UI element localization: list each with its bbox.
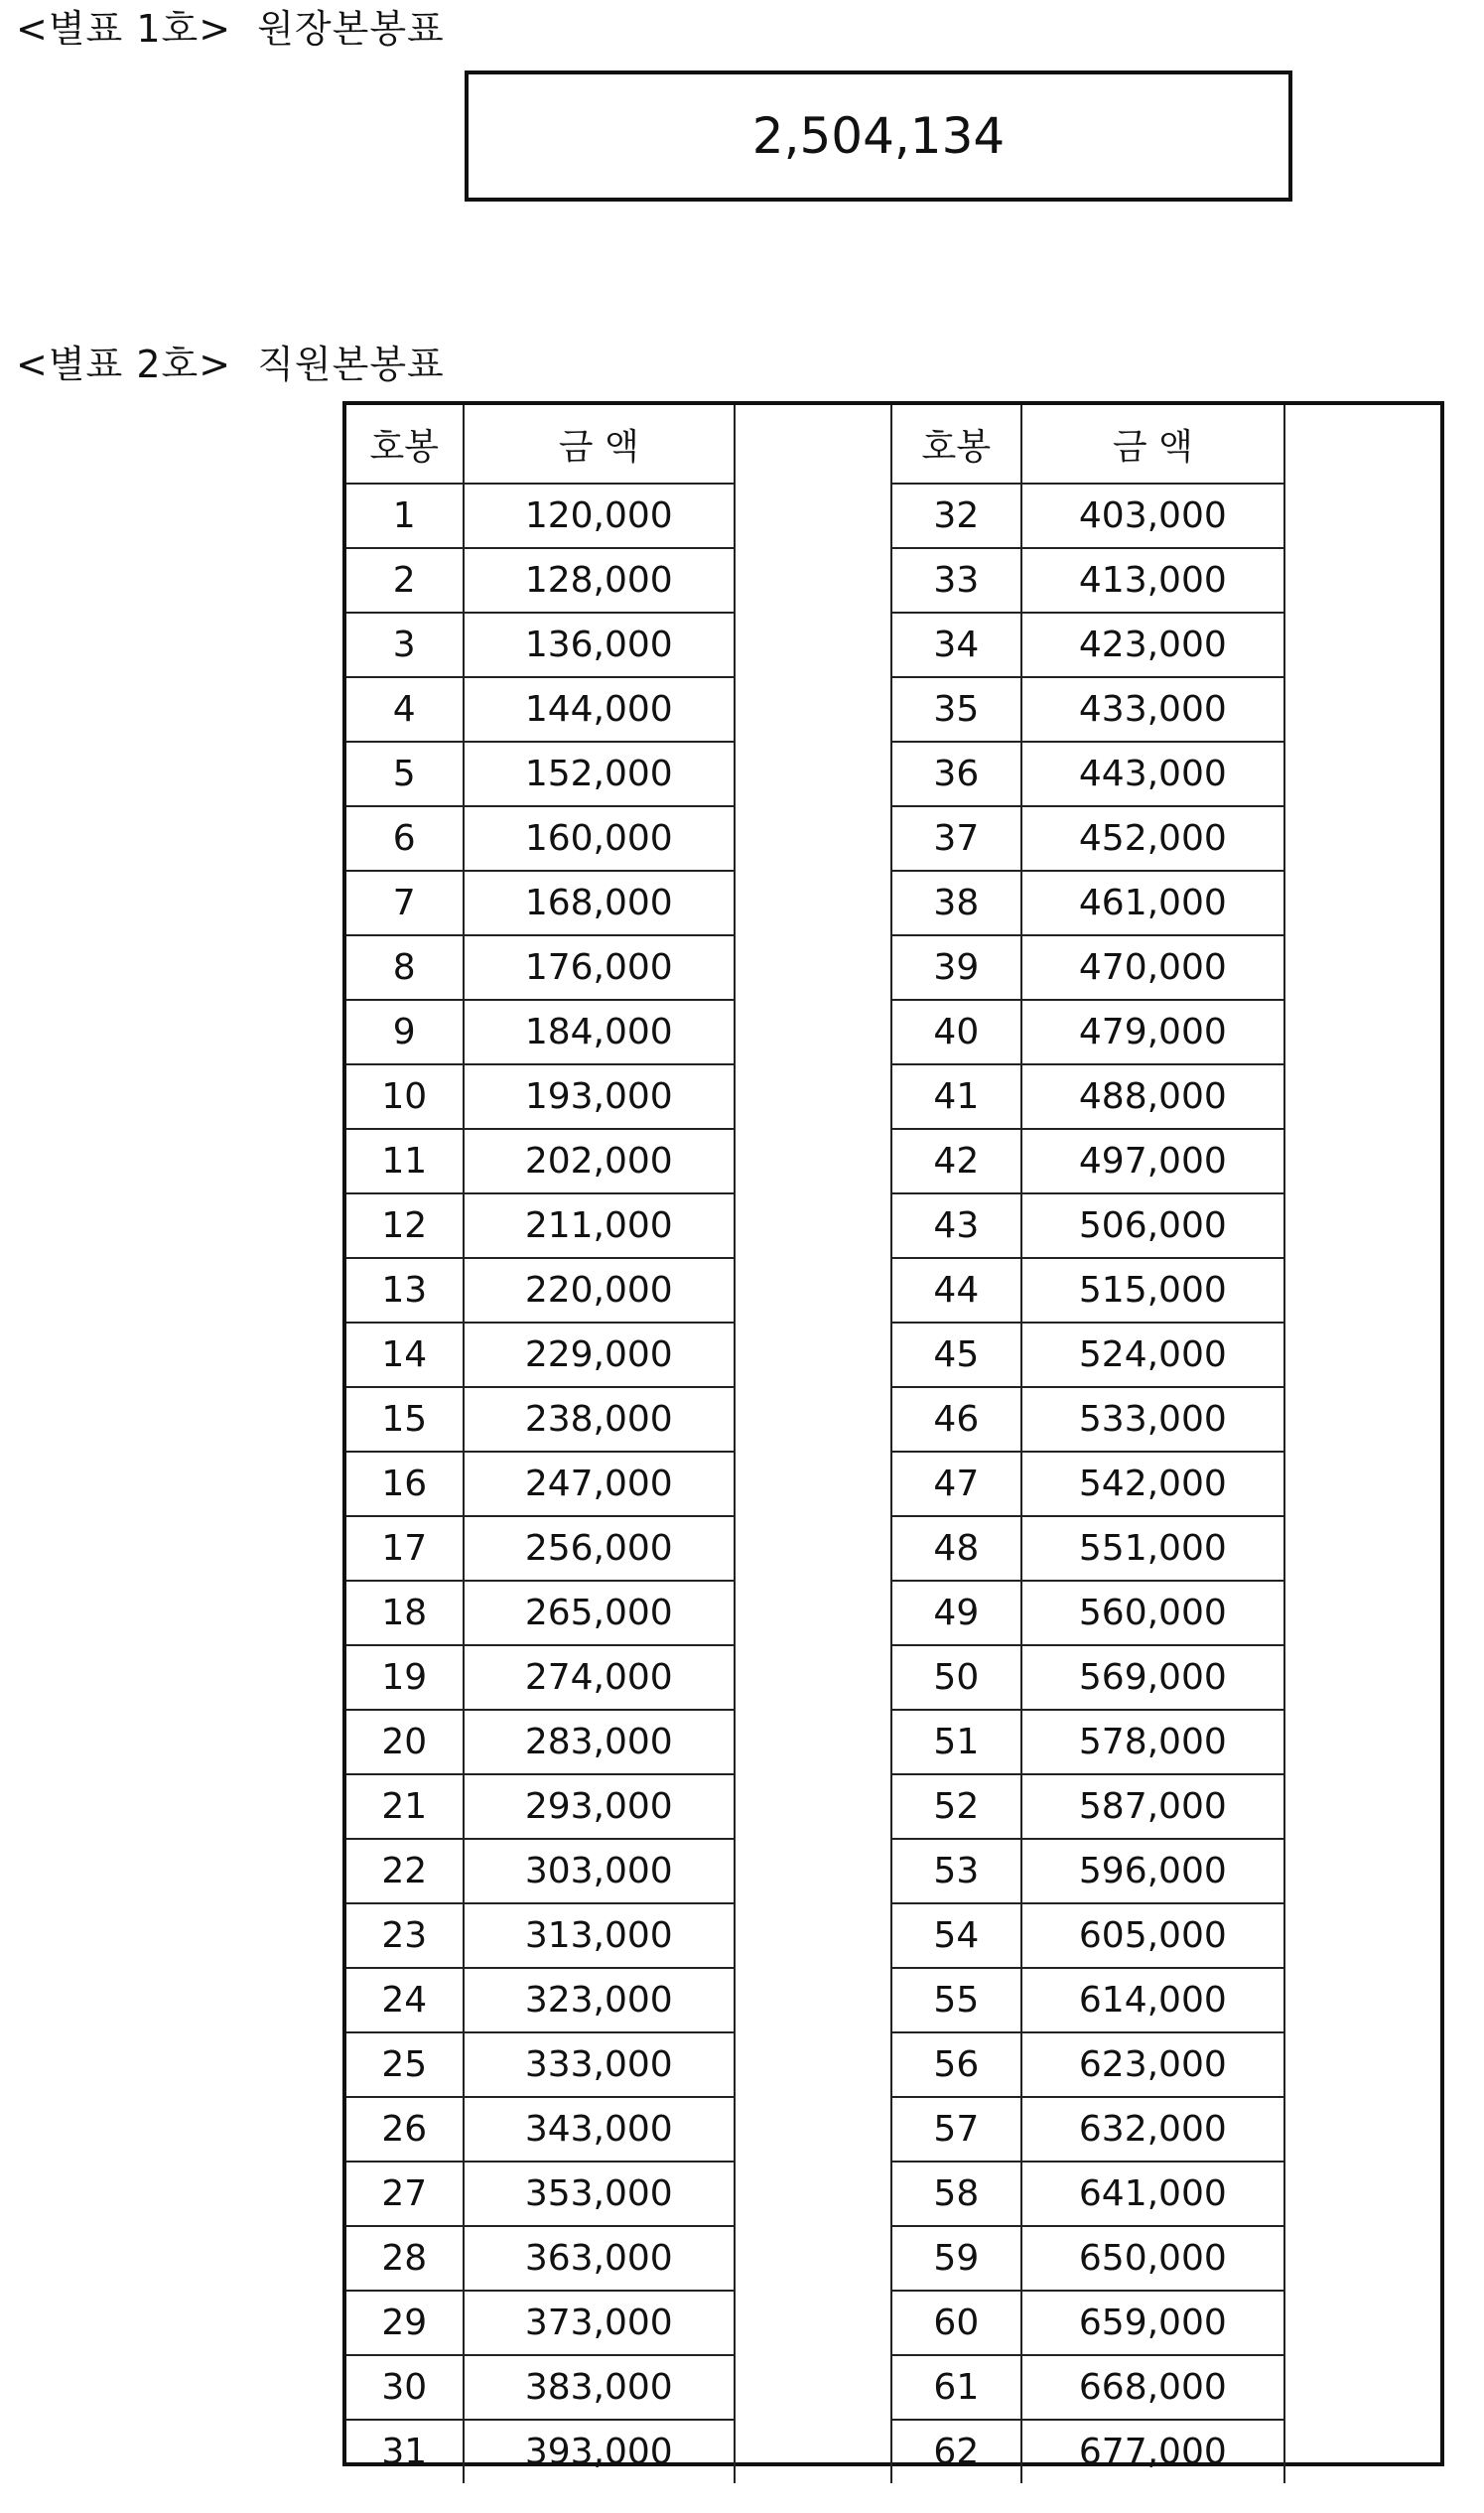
amount-cell: 515,000 [1021,1258,1284,1323]
grade-cell: 18 [346,1581,464,1645]
table-row [346,2291,735,2355]
grade-cell: 6 [346,806,464,871]
grade-cell: 33 [891,548,1021,613]
table-row [346,2097,735,2162]
amount-cell: 623,000 [1021,2032,1284,2097]
amount-cell: 641,000 [1021,2162,1284,2226]
table-row [346,2226,735,2291]
grade-cell: 32 [891,484,1021,548]
amount-cell: 596,000 [1021,1839,1284,1903]
grade-cell: 61 [891,2355,1021,2420]
amount-cell: 668,000 [1021,2355,1284,2420]
amount-cell: 238,000 [464,1387,736,1452]
table-row [891,2097,1284,2162]
grade-cell: 23 [346,1903,464,1968]
amount-cell: 383,000 [464,2355,736,2420]
grade-cell: 42 [891,1129,1021,1193]
grade-cell: 4 [346,677,464,742]
amount-cell: 569,000 [1021,1645,1284,1710]
table-row [346,677,735,742]
grade-cell: 26 [346,2097,464,2162]
staff-salary-table [342,401,1444,2472]
table-row [346,1903,735,1968]
table-row [346,2032,735,2097]
amount-cell: 202,000 [464,1129,736,1193]
table-row [346,484,735,548]
grade-cell: 15 [346,1387,464,1452]
grade-cell: 34 [891,613,1021,677]
amount-cell: 229,000 [464,1323,736,1387]
table-row [891,2291,1284,2355]
amount-cell: 136,000 [464,613,736,677]
amount-cell: 303,000 [464,1839,736,1903]
amount-cell: 144,000 [464,677,736,742]
grade-cell: 31 [346,2420,464,2483]
table-row [346,1645,735,1710]
amount-cell: 211,000 [464,1193,736,1258]
amount-cell: 323,000 [464,1968,736,2032]
table-row [891,548,1284,613]
table-row [891,935,1284,1000]
table-row [346,1258,735,1323]
table-row [891,1903,1284,1968]
amount-cell: 542,000 [1021,1452,1284,1516]
grade-cell: 14 [346,1323,464,1387]
amount-cell: 343,000 [464,2097,736,2162]
amount-cell: 488,000 [1021,1064,1284,1129]
grade-cell: 40 [891,1000,1021,1064]
table-row [891,677,1284,742]
amount-cell: 452,000 [1021,806,1284,871]
grade-cell: 51 [891,1710,1021,1774]
amount-cell: 393,000 [464,2420,736,2483]
table-row [891,871,1284,935]
grade-cell: 22 [346,1839,464,1903]
table-row [346,1581,735,1645]
amount-cell: 578,000 [1021,1710,1284,1774]
amount-cell: 403,000 [1021,484,1284,548]
grade-cell: 25 [346,2032,464,2097]
table-row [346,742,735,806]
table-row [346,1452,735,1516]
table-row [891,1516,1284,1581]
grade-cell: 45 [891,1323,1021,1387]
amount-cell: 479,000 [1021,1000,1284,1064]
amount-cell: 524,000 [1021,1323,1284,1387]
grade-cell: 47 [891,1452,1021,1516]
amount-header: 금 액 [464,405,736,484]
amount-cell: 605,000 [1021,1903,1284,1968]
grade-cell: 43 [891,1193,1021,1258]
grade-cell: 30 [346,2355,464,2420]
grade-cell: 24 [346,1968,464,2032]
table-row [346,548,735,613]
table-row [891,613,1284,677]
table-row [891,1193,1284,1258]
table-row [891,2226,1284,2291]
amount-cell: 256,000 [464,1516,736,1581]
grade-cell: 44 [891,1258,1021,1323]
grade-cell: 37 [891,806,1021,871]
table-row [346,1387,735,1452]
amount-cell: 363,000 [464,2226,736,2291]
grade-cell: 50 [891,1645,1021,1710]
amount-cell: 120,000 [464,484,736,548]
amount-cell: 614,000 [1021,1968,1284,2032]
table-row [346,1968,735,2032]
grade-cell: 9 [346,1000,464,1064]
table-row [346,613,735,677]
amount-cell: 413,000 [1021,548,1284,613]
amount-cell: 551,000 [1021,1516,1284,1581]
table-row [346,1516,735,1581]
grade-cell: 60 [891,2291,1021,2355]
table-row [346,1193,735,1258]
amount-cell: 433,000 [1021,677,1284,742]
grade-cell: 16 [346,1452,464,1516]
grade-cell: 48 [891,1516,1021,1581]
amount-cell: 373,000 [464,2291,736,2355]
grade-cell: 8 [346,935,464,1000]
table-row [891,1774,1284,1839]
table-row [891,2355,1284,2420]
amount-cell: 293,000 [464,1774,736,1839]
table-row [346,806,735,871]
amount-cell: 650,000 [1021,2226,1284,2291]
grade-cell: 7 [346,871,464,935]
table-row [891,1323,1284,1387]
grade-cell: 10 [346,1064,464,1129]
amount-cell: 283,000 [464,1710,736,1774]
table-row [891,1581,1284,1645]
director-salary-amount-box [465,70,1292,202]
amount-cell: 184,000 [464,1000,736,1064]
amount-cell: 274,000 [464,1645,736,1710]
table-row [346,1839,735,1903]
grade-cell: 46 [891,1387,1021,1452]
salary-rows-left [346,484,735,2483]
table-row [346,1710,735,1774]
table-row [346,1064,735,1129]
table-row [891,1839,1284,1903]
amount-cell: 333,000 [464,2032,736,2097]
grade-cell: 21 [346,1774,464,1839]
table-row [891,1258,1284,1323]
director-salary-heading: <별표 1호> 원장본봉표 [16,7,445,51]
grade-cell: 41 [891,1064,1021,1129]
amount-cell: 533,000 [1021,1387,1284,1452]
amount-cell: 659,000 [1021,2291,1284,2355]
amount-cell: 193,000 [464,1064,736,1129]
table-row [891,1387,1284,1452]
grade-cell: 5 [346,742,464,806]
grade-cell: 56 [891,2032,1021,2097]
amount-cell: 587,000 [1021,1774,1284,1839]
grade-cell: 1 [346,484,464,548]
table-row [346,935,735,1000]
grade-cell: 29 [346,2291,464,2355]
table-row [891,1452,1284,1516]
table-row [346,2355,735,2420]
grade-cell: 35 [891,677,1021,742]
table-row [346,871,735,935]
amount-cell: 632,000 [1021,2097,1284,2162]
amount-cell: 313,000 [464,1903,736,1968]
amount-cell: 443,000 [1021,742,1284,806]
staff-salary-heading: <별표 2호> 직원본봉표 [16,343,445,386]
amount-cell: 423,000 [1021,613,1284,677]
table-row [891,2162,1284,2226]
grade-cell: 59 [891,2226,1021,2291]
table-row [891,484,1284,548]
table-row [891,1968,1284,2032]
salary-column-left [346,405,736,2483]
director-salary-amount: 2,504,134 [751,107,1006,165]
table-row [891,1710,1284,1774]
table-row [346,2162,735,2226]
grade-cell: 20 [346,1710,464,1774]
amount-cell: 265,000 [464,1581,736,1645]
amount-cell: 497,000 [1021,1129,1284,1193]
amount-header: 금 액 [1021,405,1284,484]
table-row [891,742,1284,806]
grade-header: 호봉 [891,405,1021,484]
table-row [346,2420,735,2483]
amount-cell: 128,000 [464,548,736,613]
salary-column-right [890,405,1285,2483]
grade-cell: 57 [891,2097,1021,2162]
amount-cell: 247,000 [464,1452,736,1516]
amount-cell: 560,000 [1021,1581,1284,1645]
grade-cell: 12 [346,1193,464,1258]
table-row [346,1129,735,1193]
table-row [346,1774,735,1839]
grade-cell: 54 [891,1903,1021,1968]
grade-cell: 11 [346,1129,464,1193]
grade-cell: 39 [891,935,1021,1000]
grade-header: 호봉 [346,405,464,484]
table-row [891,1064,1284,1129]
table-row [891,2420,1284,2483]
amount-cell: 470,000 [1021,935,1284,1000]
table-row [891,806,1284,871]
grade-cell: 52 [891,1774,1021,1839]
amount-cell: 176,000 [464,935,736,1000]
grade-cell: 17 [346,1516,464,1581]
table-row [891,1000,1284,1064]
grade-cell: 2 [346,548,464,613]
grade-cell: 28 [346,2226,464,2291]
table-row [346,1000,735,1064]
amount-cell: 506,000 [1021,1193,1284,1258]
grade-cell: 38 [891,871,1021,935]
grade-cell: 3 [346,613,464,677]
grade-cell: 19 [346,1645,464,1710]
amount-cell: 220,000 [464,1258,736,1323]
amount-cell: 353,000 [464,2162,736,2226]
table-row [891,1129,1284,1193]
amount-cell: 677,000 [1021,2420,1284,2483]
grade-cell: 62 [891,2420,1021,2483]
grade-cell: 58 [891,2162,1021,2226]
amount-cell: 152,000 [464,742,736,806]
table-header-row [891,405,1284,484]
grade-cell: 36 [891,742,1021,806]
amount-cell: 461,000 [1021,871,1284,935]
grade-cell: 55 [891,1968,1021,2032]
grade-cell: 27 [346,2162,464,2226]
table-header-row [346,405,735,484]
grade-cell: 49 [891,1581,1021,1645]
amount-cell: 168,000 [464,871,736,935]
grade-cell: 13 [346,1258,464,1323]
grade-cell: 53 [891,1839,1021,1903]
salary-rows-right [891,484,1284,2483]
table-row [891,2032,1284,2097]
table-row [346,1323,735,1387]
amount-cell: 160,000 [464,806,736,871]
table-row [891,1645,1284,1710]
